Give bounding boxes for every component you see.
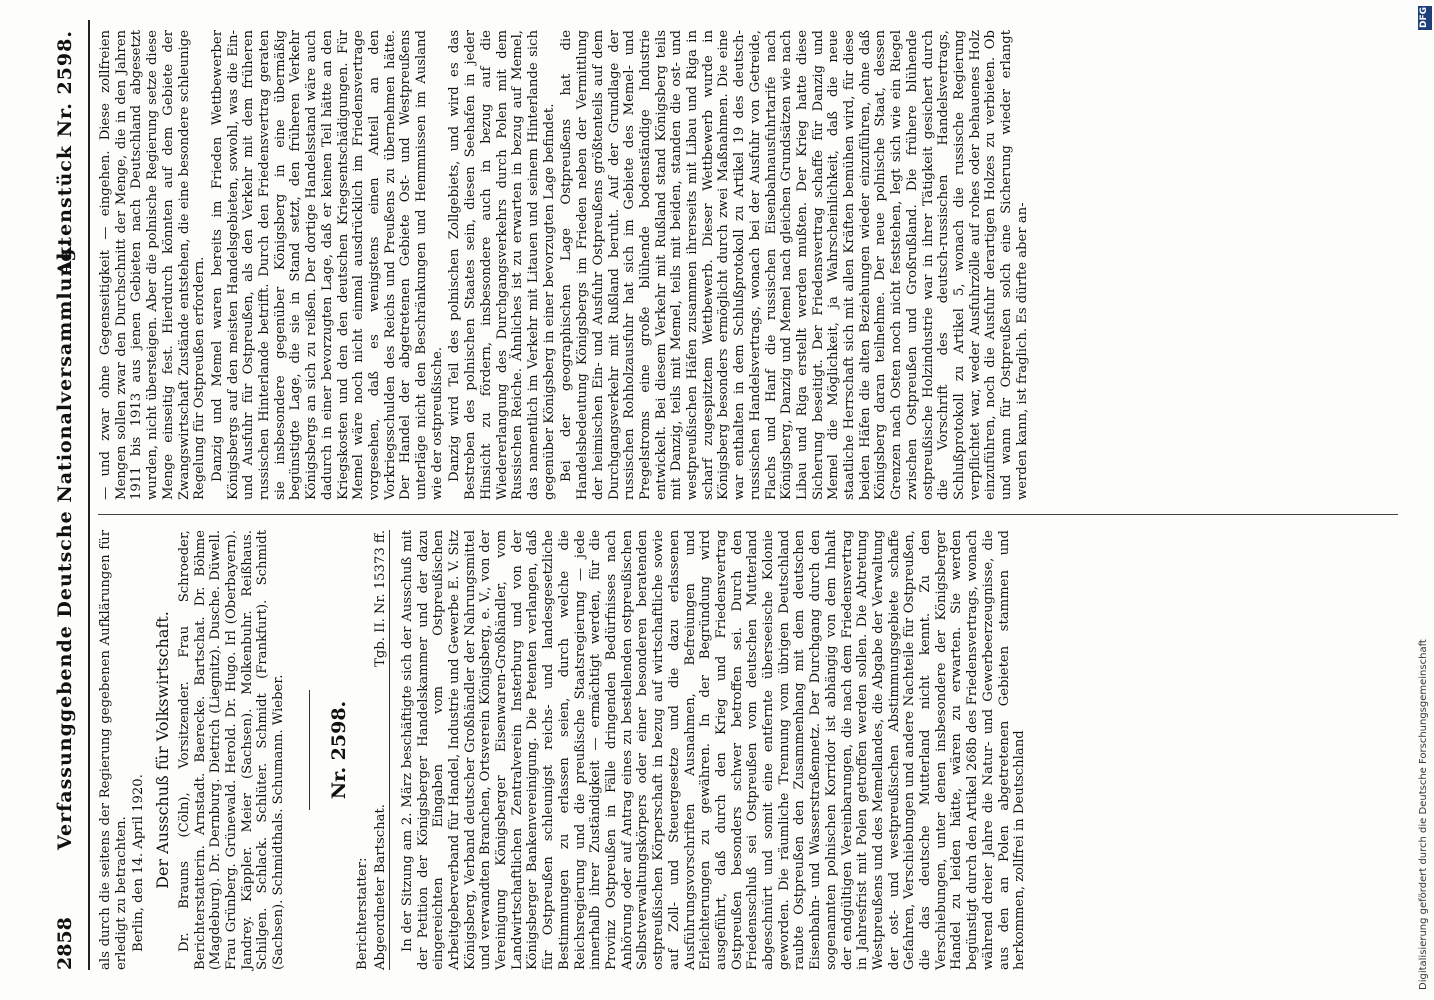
left-column (98, 530, 1030, 970)
reporter-label: Berichterstatter: (355, 857, 371, 970)
digitization-credit (1418, 30, 1432, 990)
intro-text: als durch die seitens der Regierung gegebenen Aufklärungen für erledigt zu betrachten. (98, 530, 129, 970)
section-divider (309, 690, 310, 810)
page-header (50, 20, 86, 970)
credit-text: Digitalisierung gefördert durch die Deutsche Forschungsgemeinschaft (1418, 639, 1429, 990)
dfg-logo: DFG (1418, 6, 1432, 30)
header-rule (88, 20, 90, 970)
document-number: Aktenstück Nr. 2598. (54, 30, 76, 276)
committee-heading: Der Ausschuß für Volkswirtschaft. (153, 611, 173, 889)
body-paragraph: — und zwar ohne Gegenseitigkeit — eingehen. Diese zollfreien Mengen sollen zwar den Durchschnitt der Menge, die in den Jahren 1911 bis 1913 aus jenen Gebieten nach Deutschland abgesetzt wurden, nicht übersteigen. Aber die polnische Regierung setze diese Menge einseitig fest. Hierdurch könnten auf dem Gebiete der Zwangswirtschaft Zustände entstehen, die eine besondere schleunige Regelung für Ostpreußen erfordern. (98, 30, 208, 500)
nr-heading: Nr. 2598. (327, 700, 350, 800)
reporter-line (373, 530, 390, 970)
page-title: Verfassunggebende Deutsche Nationalversammlung. (54, 239, 76, 850)
page-number: 2858 (54, 917, 76, 970)
body-paragraph: Bei der geographischen Lage Ostpreußens hat die Handelsbedeutung Königsbergs im Frieden neben der Vermittlung der heimischen Ein- und Ausfuhr Ostpreußens größtenteils auf dem Durchgangsverkehr mit Rußland beruht. Auf der Grundlage der russischen Rohholzausfuhr hat sich im Gebiete des Memel- und Pregelstroms eine große blühende bodenständige Industrie entwickelt. Bei diesem Verkehr mit Rußland stand Königsberg teils mit Danzig, teils mit Memel, teils mit beiden, standen die ost- und westpreußischen Häfen zusammen ihrerseits mit Libau und Riga in scharf zugespitztem Wettbewerb. Dieser Wettbewerb wurde in Königsberg besonders ermöglicht durch zwei Maßnahmen. Die eine war enthalten in dem Schlußprotokoll zu Artikel 19 des deutsch-russischen Handelsvertrags, wonach bei der Ausfuhr von Getreide, Flachs und Hanf die russischen Eisenbahnausfuhrtarife nach Königsberg, Danzig und Memel nach gleichen Grundsätzen wie nach Libau und Riga erstellt werden mußten. Der Krieg hatte diese Sicherung beseitigt. Der Friedensvertrag schaffe für Danzig und Memel die Möglichkeit, ja Wahrscheinlichkeit, daß die neue staatliche Herrschaft sich mit allen Kräften bemühen wird, für diese beiden Häfen die alten Beziehungen wieder einzuführen, ohne daß Königsberg daran teilnehme. Der neue polnische Staat, dessen Grenzen nach Osten noch nicht feststehen, legt sich wie ein Riegel zwischen Ostpreußen und Großrußland. Die frühere blühende ostpreußische Holzindustrie war in ihrer Tätigkeit gesichert durch die Vorschrift des deutsch-russischen Handelsvertrags, Schlußprotokoll zu Artikel 5, wonach die russische Regierung verpflichtet war, weder Ausfuhrzölle auf rohes oder behauenes Holz einzuführen, noch die Ausfuhr derartigen Holzes zu verbieten. Ob und wann für Ostpreußen solch eine Sicherung wieder erlangt werden kann, ist fraglich. Es dürfte aber an- (559, 30, 1030, 500)
body-paragraph: Danzig und Memel waren bereits im Frieden Wettbewerber Königsbergs auf den meisten Handelsgebieten, sowohl, was die Ein- und Ausfuhr für Ostpreußen, als den Verkehr mit dem früheren russischen Hinterlande betrifft. Durch den Friedensvertrag geraten sie insbesondere gegenüber Königsberg in eine übermäßig begünstigte Lage, die sie in Stand setzt, den früheren Verkehr Königsbergs an sich zu reißen. Der dortige Handelsstand wäre auch dadurch in einer bevorzugten Lage, daß er keinen Teil hätte an den Kriegskosten und den den deutschen Kriegsentschädigungen. Für Memel wäre noch nicht einmal ausdrücklich im Friedensvertrage vorgesehen, daß es wenigstens einen Anteil an den Vorkriegsschulden des Reichs und Preußens zu übernehmen hätte. Der Handel der abgetretenen Gebiete Ost- und Westpreußens unterläge nicht den Beschränkungen und Hemmnissen im Ausland wie der ostpreußische. (209, 30, 445, 500)
committee-members: Dr. Brauns (Cöln), Vorsitzender. Frau Schroeder, Berichterstatterin. Arnstadt. Baerecke. Bartschat. Dr. Böhme (Magdeburg). Dr. Dernburg. Dietrich (Liegnitz). Dusche. Düwell. Frau Grünberg. Grünewald. Herold. Dr. Hugo. Irl (Oberbayern). Jandrey. Käppler. Meier (Sachsen). Molkenbuhr. Reißhaus. Schilgen. Schlack. Schlüter. Schmidt (Frankfurt). Schmidt (Sachsen). Schmidthals. Schumann. Wieber. (176, 530, 287, 970)
date-line: Berlin, den 14. April 1920. (131, 774, 147, 952)
reporter-name: Abgeordneter Bartschat. (373, 804, 389, 970)
right-column (98, 30, 1032, 500)
rotated-sheet (50, 20, 1410, 970)
column-divider (98, 514, 1398, 515)
reference-number: Tgb. II. Nr. 15373 ff. (373, 530, 389, 667)
body-paragraph: In der Sitzung am 2. März beschäftigte sich der Ausschuß mit der Petition der Königsberger Handelskammer und der dazu eingereichten Eingaben vom Ostpreußischen Arbeitgeberverband für Handel, Industrie und Gewerbe E. V. Sitz Königsberg, Verband deutscher Großhändler der Nahrungsmittel und verwandten Branchen, Ortsverein Königsberg, e. V., von der Vereinigung Königsberger Eisenwaren-Großhändler, vom Landwirtschaftlichen Zentralverein Insterburg und von der Königsberger Bankenvereinigung. Die Petenten verlangen, daß für Ostpreußen schleunigst reichs- und landesgesetzliche Bestimmungen zu erlassen seien, durch welche die Reichsregierung und die preußische Staatsregierung — jede innerhalb ihrer Zuständigkeit — ermächtigt werden, für die Provinz Ostpreußen in Fälle dringenden Bedürfnisses nach Anhörung oder auf Antrag eines zu bestellenden ostpreußischen Selbstverwaltungskörpers oder einer besonderen beratenden ostpreußischen Körperschaft in bezug auf wirtschaftliche sowie auf Zoll- und Steuergesetze und die dazu erlassenen Ausführungsvorschriften Ausnahmen, Befreiungen und Erleichterungen zu gewähren. In der Begründung wird ausgeführt, daß durch den Krieg und Friedensvertrag Ostpreußen besonders schwer betroffen sei. Durch den Friedensschluß sei Ostpreußen vom deutschen Mutterland abgeschnürt und somit eine entfernte überseeische Kolonie geworden. Die räumliche Trennung vom übrigen Deutschland raubte Ostpreußen den Zusammenhang mit dem deutschen Eisenbahn- und Wasserstraßennetz. Der Durchgang durch den sogenannten polnischen Korridor ist abhängig von dem Inhalt der endgültigen Vereinbarungen, die nach dem Friedensvertrag in Jahresfrist mit Polen getroffen werden sollen. Die Abtretung Westpreußens und des Memellandes, die Abgabe der Verwaltung der ost- und westpreußischen Abstimmungsgebiete schaffe Gefahren, Verschiebungen und andere Nachteile für Ostpreußen, die das deutsche Mutterland nicht kennt. Zu den Verschiebungen, unter denen insbesondere der Königsberger Handel zu leiden hätte, wären zu erwarten. Sie werden begünstigt durch den Artikel 268b des Friedensvertrags, wonach während dreier Jahre die Natur- und Gewerbeerzeugnisse, die aus den an Polen abgetretenen Gebieten stammen und herkommen, zollfrei in Deutschland (399, 530, 1028, 970)
body-paragraph: Danzig wird Teil des polnischen Zollgebiets, und wird es das Bestreben des polnischen Staates sein, diesen Seehafen in jeder Hinsicht zu fördern, insbesondere auch in bezug auf die Wiedererlangung des Durchgangsverkehrs durch Polen mit dem Russischen Reiche. Ähnliches ist zu erwarten in bezug auf Memel, das namentlich im Verkehr mit Litauen und seinem Hinterlande sich gegenüber Königsberg in einer bevorzugten Lage befindet. (447, 30, 557, 500)
